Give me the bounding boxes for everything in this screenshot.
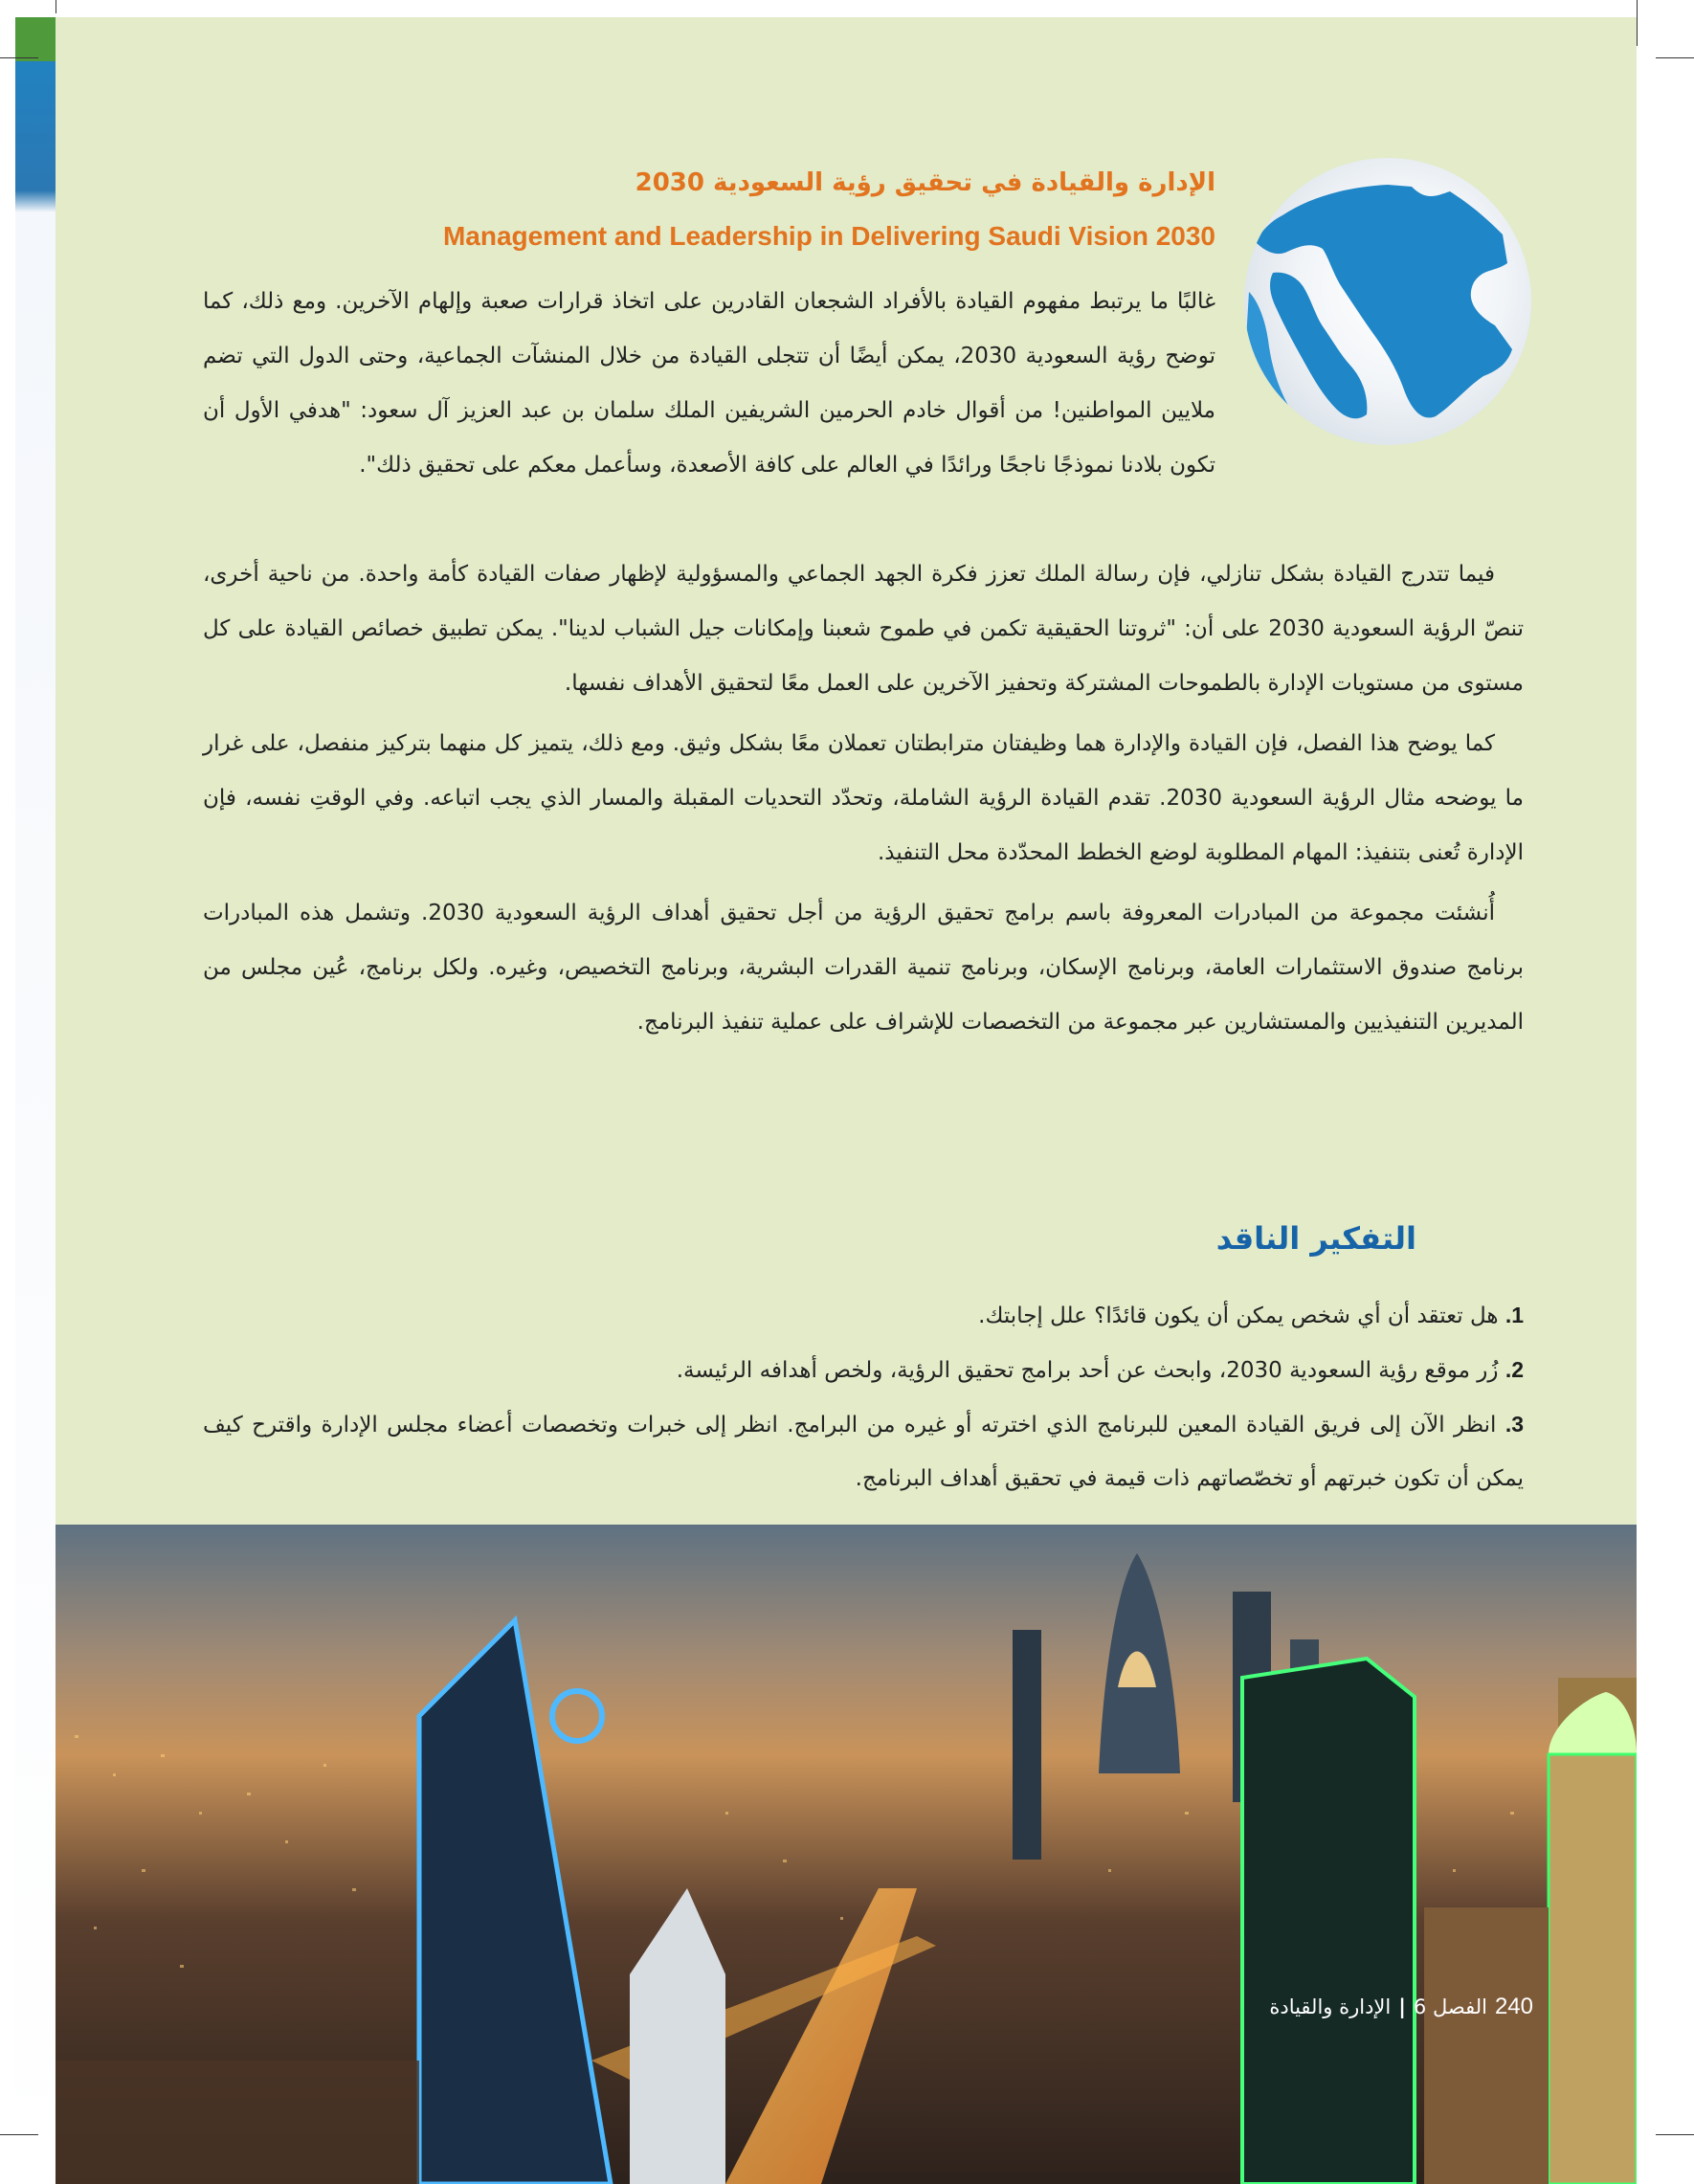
- paragraph-block-intro: [203, 275, 1215, 493]
- list-item-text: انظر الآن إلى فريق القيادة المعين للبرنامج الذي اخترته أو غيره من البرامج. انظر إلى خبرات وتخصصات أعضاء مجلس الإدارة واقترح كيف يمكن أن تكون خبرتهم أو تخصّصاتهم ذات قيمة في تحقيق أهداف البرنامج.: [203, 1413, 1524, 1491]
- crop-mark: [0, 57, 38, 58]
- list-item-number: 2.: [1505, 1357, 1524, 1382]
- globe-icon: [1244, 158, 1531, 445]
- paragraph-leadership-levels: فيما تتدرج القيادة بشكل تنازلي، فإن رسالة الملك تعزز فكرة الجهد الجماعي والمسؤولية لإظهار صفات القيادة كأمة واحدة. من ناحية أخرى، تنصّ الرؤية السعودية 2030 على أن: "ثروتنا الحقيقية تكمن في طموح شعبنا وإمكانات جيل الشباب لدينا". يمكن تطبيق خصائص القيادة على كل مستوى من مستويات الإدارة بالطموحات المشتركة وتحفيز الآخرين على العمل معًا لتحقيق الأهداف نفسها.: [203, 562, 1525, 696]
- page-number: 240: [1494, 1994, 1533, 2019]
- list-item: [203, 1343, 1524, 1397]
- critical-thinking-list: [203, 1288, 1524, 1505]
- side-strip-green: [15, 17, 56, 61]
- list-item-text: هل تعتقد أن أي شخص يمكن أن يكون قائدًا؟ علل إجابتك.: [978, 1304, 1499, 1328]
- crop-mark: [1637, 0, 1638, 46]
- list-item: [203, 1397, 1524, 1505]
- paragraph-block-body: [203, 547, 1524, 1050]
- paragraph-intro: غالبًا ما يرتبط مفهوم القيادة بالأفراد الشجعان القادرين على اتخاذ قرارات صعبة وإلهام الآخرين. ومع ذلك، كما توضح رؤية السعودية 2030، يمكن أيضًا أن تتجلى القيادة من خلال المنشآت الجماعية، وحتى الدول التي تضم ملايين المواطنين! من أقوال خادم الحرمين الشريفين الملك سلمان بن عبد العزيز آل سعود: "هدفي الأول أن تكون بلادنا نموذجًا ناجحًا ورائدًا في العالم على كافة الأصعدة، وسأعمل معكم على تحقيق ذلك".: [203, 289, 1215, 478]
- critical-thinking-heading: التفكير الناقد: [1215, 1220, 1416, 1257]
- paragraph-vision-programs: أُنشئت مجموعة من المبادرات المعروفة باسم برامج تحقيق الرؤية من أجل تحقيق أهداف الرؤية السعودية 2030. وتشمل هذه المبادرات برنامج صندوق الاستثمارات العامة، وبرنامج الإسكان، وبرنامج تنمية القدرات البشرية، وبرنامج التخصيص، وغيره. ولكل برنامج، عُين مجلس من المديرين التنفيذيين والمستشارين عبر مجموعة من التخصصات للإشراف على عملية تنفيذ البرنامج.: [203, 901, 1524, 1035]
- paragraph-leadership-management: كما يوضح هذا الفصل، فإن القيادة والإدارة هما وظيفتان مترابطتان تعملان معًا بشكل وثيق. ومع ذلك، يتميز كل منهما بتركيز منفصل، على غرار ما يوضحه مثال الرؤية السعودية 2030. تقدم القيادة الرؤية الشاملة، وتحدّد التحديات المقبلة والمسار الذي يجب اتباعه. وفي الوقتِ نفسه، فإن الإدارة تُعنى بتنفيذ: المهام المطلوبة لوضع الخطط المحدّدة محل التنفيذ.: [203, 731, 1524, 865]
- list-item-text: زُر موقع رؤية السعودية 2030، وابحث عن أحد برامج تحقيق الرؤية، ولخص أهدافه الرئيسة.: [676, 1358, 1499, 1383]
- crop-mark: [1656, 2134, 1694, 2135]
- list-item-number: 1.: [1505, 1303, 1524, 1327]
- city-skyline-image: [56, 1525, 1637, 2184]
- footer-separator: |: [1398, 1995, 1406, 2018]
- chapter-title: الإدارة والقيادة: [1269, 1995, 1392, 2018]
- crop-mark: [1656, 57, 1694, 58]
- section-title-english: Management and Leadership in Delivering Saudi Vision 2030: [442, 221, 1215, 251]
- list-item-number: 3.: [1505, 1412, 1524, 1437]
- crop-mark: [0, 2134, 38, 2135]
- side-strip: [15, 17, 56, 2184]
- page-footer: [1269, 1994, 1533, 2020]
- section-title-arabic: الإدارة والقيادة في تحقيق رؤية السعودية 2030: [635, 168, 1215, 197]
- chapter-label: الفصل 6: [1413, 1995, 1487, 2018]
- list-item: [203, 1288, 1524, 1343]
